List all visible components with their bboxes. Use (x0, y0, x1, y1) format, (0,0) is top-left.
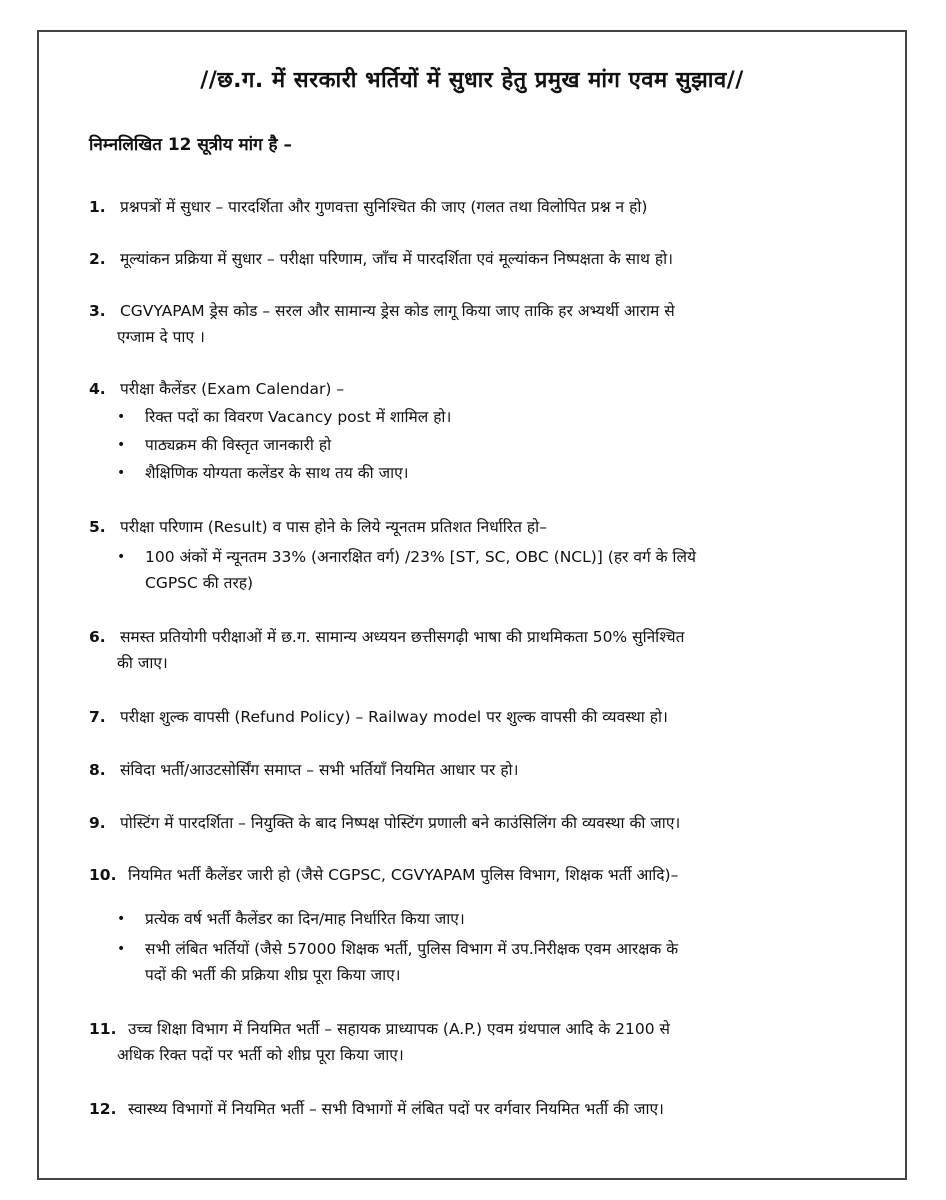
bullet-icon: • (117, 437, 126, 453)
bullet-text: शैक्षिणिक योग्यता कलेंडर के साथ तय की जाए। (145, 464, 409, 482)
demand-item-11 (89, 1016, 899, 1068)
bullet-text-continued: CGPSC की तरह) (145, 574, 254, 592)
item-number: 5. (89, 518, 106, 536)
item-text: पोस्टिंग में पारदर्शिता – नियुक्ति के बाद निष्पक्ष पोस्टिंग प्रणाली बने काउंसिलिंग की व्यवस्था की जाए। (119, 814, 681, 832)
bullet-icon: • (117, 911, 126, 927)
item-text: स्वास्थ्य विभागों में नियमित भर्ती – सभी विभागों में लंबित पदों पर वर्गवार नियमित भर्ती की जाए। (127, 1100, 664, 1118)
demand-item-1 (89, 194, 899, 220)
demand-item-3 (89, 298, 899, 350)
item-number: 2. (89, 250, 106, 268)
demand-item-10 (89, 862, 899, 888)
item-text: नियमित भर्ती कैलेंडर जारी हो (जैसे CGPSC, CGVYAPAM पुलिस विभाग, शिक्षक भर्ती आदि)– (127, 866, 679, 884)
item-text: परीक्षा परिणाम (Result) व पास होने के लिये न्यूनतम प्रतिशत निर्धारित हो– (119, 518, 547, 536)
item-number: 3. (89, 302, 106, 320)
item-number: 8. (89, 761, 106, 779)
item-text-continued: की जाए। (117, 654, 168, 672)
item-number: 1. (89, 198, 106, 216)
demand-item-12 (89, 1096, 899, 1122)
demand-item-2 (89, 246, 899, 272)
list-item (117, 936, 887, 988)
demand-item-5 (89, 514, 899, 540)
item-text: CGVYAPAM ड्रेस कोड – सरल और सामान्य ड्रेस कोड लागू किया जाए ताकि हर अभ्यर्थी आराम से (119, 302, 675, 320)
demand-item-4 (89, 376, 899, 402)
item-text: मूल्यांकन प्रक्रिया में सुधार – परीक्षा परिणाम, जाँच में पारदर्शिता एवं मूल्यांकन निष्पक्षता के साथ हो। (119, 250, 673, 268)
list-item (117, 906, 887, 932)
item-number: 6. (89, 628, 106, 646)
item-text: उच्च शिक्षा विभाग में नियमित भर्ती – सहायक प्राध्यापक (A.P.) एवम ग्रंथपाल आदि के 2100 से (127, 1020, 671, 1038)
item-text: संविदा भर्ती/आउटसोर्सिंग समाप्त – सभी भर्तियाँ नियमित आधार पर हो। (119, 761, 519, 779)
bullet-text-continued: पदों की भर्ती की प्रक्रिया शीघ्र पूरा किया जाए। (145, 966, 401, 984)
bullet-icon: • (117, 409, 126, 425)
item-text-continued: एग्जाम दे पाए । (117, 328, 205, 346)
demand-item-6 (89, 624, 899, 676)
demand-item-9 (89, 810, 899, 836)
list-item (117, 432, 887, 458)
item-text: समस्त प्रतियोगी परीक्षाओं में छ.ग. सामान्य अध्ययन छत्तीसगढ़ी भाषा की प्राथमिकता 50% सुनिश्चित (119, 628, 685, 646)
bullet-text: पाठ्यक्रम की विस्तृत जानकारी हो (145, 436, 332, 454)
list-item (117, 404, 887, 430)
item-number: 7. (89, 708, 106, 726)
item-number: 11. (89, 1020, 117, 1038)
bullet-icon: • (117, 941, 126, 957)
item-number: 12. (89, 1100, 117, 1118)
demand-item-7 (89, 704, 899, 730)
bullet-text: 100 अंकों में न्यूनतम 33% (अनारक्षित वर्ग) /23% [ST, SC, OBC (NCL)] (हर वर्ग के लिये (145, 548, 696, 566)
list-item (117, 544, 887, 596)
bullet-icon: • (117, 465, 126, 481)
bullet-text: प्रत्येक वर्ष भर्ती कैलेंडर का दिन/माह निर्धारित किया जाए। (145, 910, 465, 928)
demand-item-8 (89, 757, 899, 783)
item-number: 9. (89, 814, 106, 832)
bullet-icon: • (117, 549, 126, 565)
item-text: परीक्षा शुल्क वापसी (Refund Policy) – Railway model पर शुल्क वापसी की व्यवस्था हो। (119, 708, 668, 726)
item-text: परीक्षा कैलेंडर (Exam Calendar) – (119, 380, 345, 398)
item-text: प्रश्नपत्रों में सुधार – पारदर्शिता और गुणवत्ता सुनिश्चित की जाए (गलत तथा विलोपित प्रश्न न हो) (119, 198, 648, 216)
item-number: 10. (89, 866, 117, 884)
list-item (117, 460, 887, 486)
item-number: 4. (89, 380, 106, 398)
document-page (37, 30, 907, 1180)
bullet-text: रिक्त पदों का विवरण Vacancy post में शामिल हो। (145, 408, 452, 426)
bullet-text: सभी लंबित भर्तियों (जैसे 57000 शिक्षक भर्ती, पुलिस विभाग में उप.निरीक्षक एवम आरक्षक के (145, 940, 679, 958)
item-text-continued: अधिक रिक्त पदों पर भर्ती को शीघ्र पूरा किया जाए। (117, 1046, 404, 1064)
page-title: //छ.ग. में सरकारी भर्तियों में सुधार हेतु प्रमुख मांग एवम सुझाव// (200, 68, 744, 93)
intro-heading: निम्नलिखित 12 सूत्रीय मांग है – (89, 135, 292, 155)
